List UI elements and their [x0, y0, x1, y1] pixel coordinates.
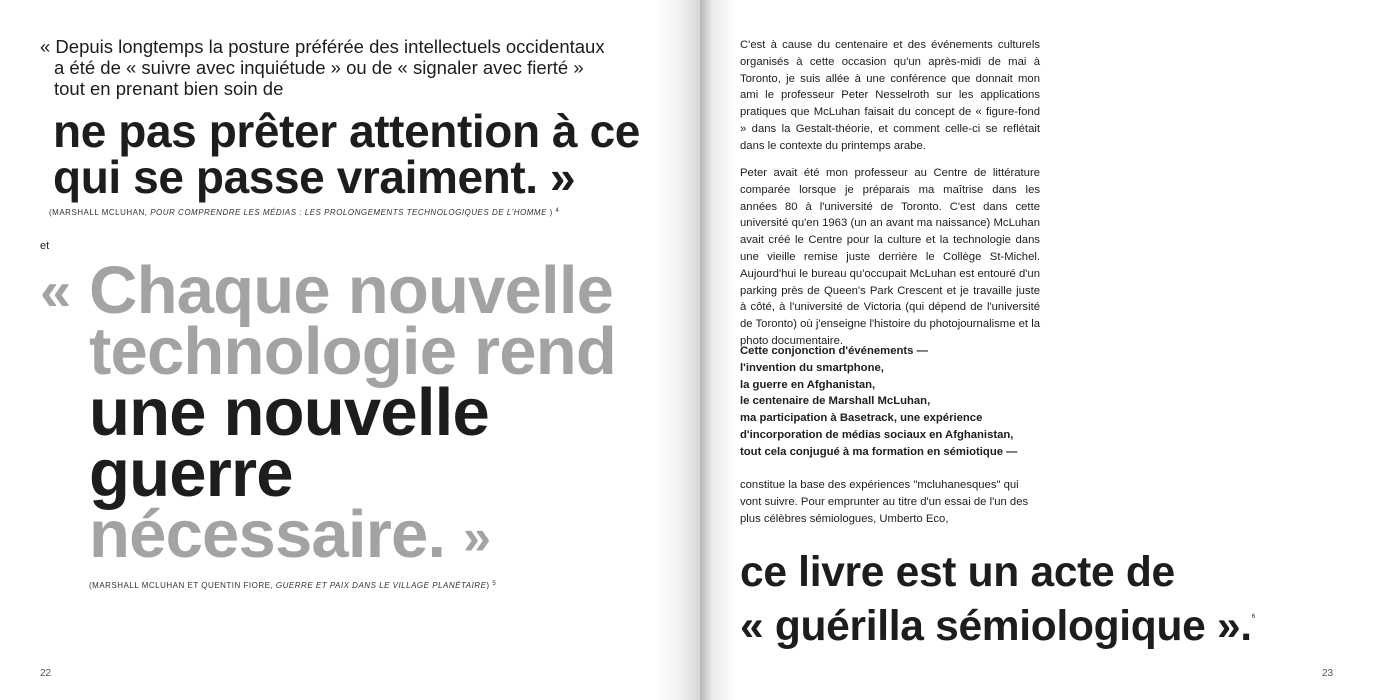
big-quote-line: nécessaire.	[89, 497, 446, 572]
big-quote-last-line	[89, 497, 491, 572]
right-page	[700, 0, 1400, 700]
gutter-shadow-right	[700, 0, 736, 700]
intro-text	[40, 36, 640, 99]
closing-statement-text: « guérilla sémiologique ».	[740, 603, 1252, 650]
citation-2-title: GUERRE ET PAIX DANS LE VILLAGE PLANÉTAIRE	[275, 581, 487, 590]
citation-1-suffix: )	[546, 208, 553, 217]
bold-list-line: Cette conjonction d'événements —	[740, 345, 928, 357]
bold-list	[740, 343, 1040, 461]
bold-list-line: ma participation à Basetrack, une expérience	[740, 412, 983, 425]
citation-1-title: POUR COMPRENDRE LES MÉDIAS : LES PROLONGEMENTS TECHNOLOGIQUES DE L'HOMME	[150, 208, 547, 217]
bold-list-line: l'invention du smartphone,	[740, 361, 884, 374]
citation-1-prefix: (MARSHALL MCLUHAN,	[49, 208, 151, 217]
big-quote-line: Chaque nouvelle	[89, 253, 614, 328]
pull-quote-1	[53, 105, 673, 203]
body-paragraph: Peter avait été mon professeur au Centre de littérature comparée lorsque je préparais ma maîtrise dans les années 80 à l'université de Toronto. C'est dans cette université qu'en 1963 (un an avant ma naissance) McLuhan avait créé le Centre pour la culture et la technologie dans une vieille remise juste derrière le Collège St-Michel. Aujourd'hui le bureau qu'occupait McLuhan est entouré d'un parking près de Queen's Park Crescent et je travaille juste à côté, à l'université de Victoria (qui dépend de l'université de Toronto) où j'enseigne l'histoire du photojournalisme et la photo documentaire.	[740, 167, 1040, 347]
bold-list-line: tout cela conjugué à ma formation en sémiotique —	[740, 445, 1018, 458]
intro-line: a été de « suivre avec inquiétude » ou de « signaler avec fierté »	[54, 57, 584, 78]
page-number-right: 23	[1322, 668, 1334, 679]
bold-list-line: la guerre en Afghanistan,	[740, 378, 876, 391]
bold-list-line: d'incorporation de médias sociaux en Afghanistan,	[740, 428, 1014, 441]
page-number-left: 22	[40, 668, 52, 679]
closing-statement	[740, 550, 1380, 649]
intro-line: « Depuis longtemps la posture préférée des intellectuels occidentaux	[40, 36, 605, 57]
big-quote-line: une nouvelle	[89, 375, 489, 450]
connector-word: et	[40, 240, 50, 252]
footnote-ref: 4	[555, 208, 560, 214]
closing-statement-line: ce livre est un acte de	[740, 549, 1175, 596]
big-quote-line: guerre	[89, 436, 293, 511]
closing-guillemet: »	[463, 509, 491, 565]
citation-2-prefix: (MARSHALL MCLUHAN ET QUENTIN FIORE,	[89, 581, 276, 590]
big-quote-line: technologie rend	[89, 314, 616, 389]
pull-quote-1-line: ne pas prêter attention à ce	[53, 105, 640, 157]
pull-quote-1-line: qui se passe vraiment. »	[53, 151, 576, 203]
body-paragraph: C'est à cause du centenaire et des événements culturels organisés à cette occasion qu'un après-midi de mai à Toronto, je suis allée à une conférence que donnait mon ami le professeur Peter Nesselroth sur les applications pratiques que McLuhan faisait du concept de « figure-fond » dans la Gestalt-théorie, et comment celle-ci se reflétait dans le contexte du printemps arabe.	[740, 39, 1040, 152]
body-paragraph: constitue la base des expériences "mcluhanesques" qui vont suivre. Pour emprunter au titre d'un essai de l'un des plus célèbres sémiologues, Umberto Eco,	[740, 479, 1029, 525]
footnote-ref: 6	[1251, 614, 1255, 620]
citation-2-suffix: )	[486, 581, 490, 590]
citation-1	[49, 208, 559, 217]
opening-guillemet: «	[40, 259, 71, 322]
bold-list-line: le centenaire de Marshall McLuhan,	[740, 395, 931, 408]
gutter-shadow-left	[655, 0, 700, 700]
footnote-ref: 5	[492, 581, 497, 587]
closing-statement-line	[740, 595, 1380, 649]
intro-line: tout en prenant bien soin de	[54, 78, 284, 99]
citation-2	[89, 581, 496, 590]
